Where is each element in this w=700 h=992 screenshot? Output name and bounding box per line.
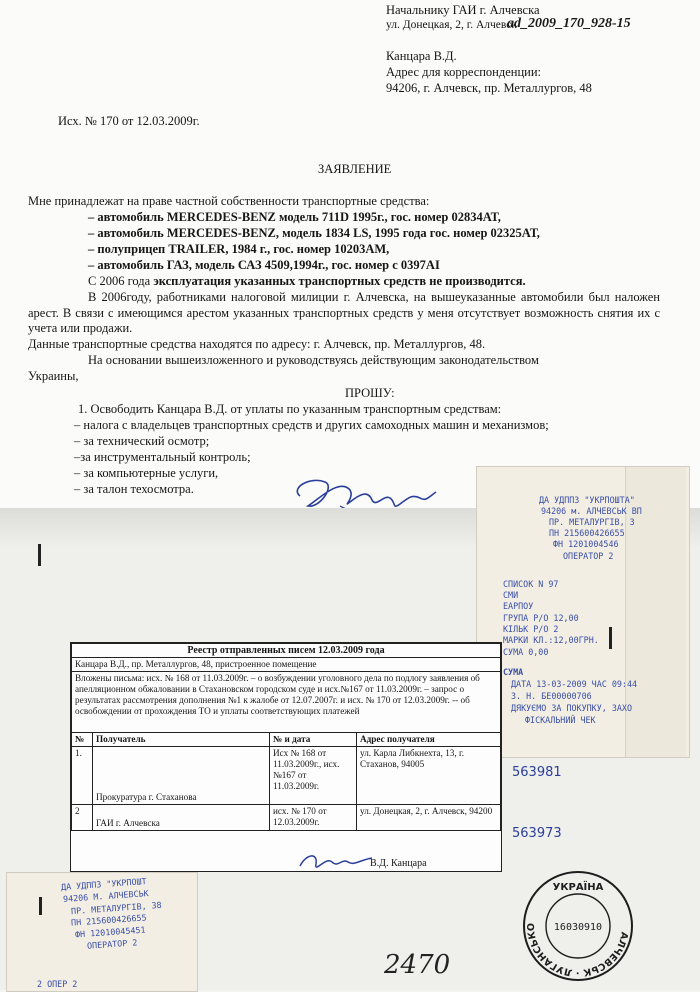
document-title: ЗАЯВЛЕНИЕ bbox=[318, 162, 392, 176]
receipt-line: ДАТА 13-03-2009 ЧАС 09:44 bbox=[511, 679, 638, 689]
receipt-line: 94206 М. АЛЧЕВСЬК bbox=[62, 888, 149, 904]
row-recipient: ГАИ г. Алчевска bbox=[93, 805, 270, 831]
request-heading: ПРОШУ: bbox=[345, 386, 395, 400]
request-subitem: –за инструментальный контроль; bbox=[74, 450, 251, 464]
receipt-line: ФIСКАЛЬНИЙ ЧЕК bbox=[525, 715, 596, 725]
receipt-line: СУМА 0,00 bbox=[503, 647, 549, 657]
basis-paragraph-line2: Украины, bbox=[28, 369, 79, 383]
receipt-staple bbox=[609, 627, 612, 649]
receipt-line: ДЯКУЄМО ЗА ПОКУПКУ, ЗАХО bbox=[511, 703, 633, 713]
receipt-line: МАРКИ КЛ.:12,00ГРН. bbox=[503, 635, 599, 645]
addressee-line2: ул. Донецкая, 2, г. Алчевск bbox=[386, 19, 517, 31]
receipt-footer: 2 ОПЕР 2 bbox=[37, 979, 78, 989]
receipt-line: ПН 215600426655 bbox=[70, 912, 147, 928]
row-reference: исх. № 170 от 12.03.2009г. bbox=[270, 805, 357, 831]
request-subitem: – за компьютерные услуги, bbox=[74, 466, 219, 480]
receipt-line: ОПЕРАТОР 2 bbox=[563, 551, 614, 561]
registry-of-sent-letters bbox=[70, 642, 502, 872]
vehicle-item: – автомобиль ГАЗ, модель САЗ 4509,1994г., гос. номер с 0397АI bbox=[88, 258, 440, 272]
basis-paragraph-line1: На основании вышеизложенного и руководствуясь действующим законодательством bbox=[88, 353, 539, 367]
receipt-line: ДА УДППЗ "УКРПОШТА" bbox=[539, 495, 635, 505]
row-address: ул. Карла Либкнехта, 13, г. Стаханов, 94005 bbox=[357, 747, 501, 805]
receipt-line: КIЛЬК Р/О 2 bbox=[503, 624, 559, 634]
stamp-date: 16030910 bbox=[553, 922, 603, 933]
receipt-line: СМИ bbox=[503, 590, 519, 600]
arrest-paragraph: В 2006году, работниками налоговой милиции г. Алчевска, на вышеуказанные автомобили был наложен арест. В связи с имеющимся арестом указанных транспортных средств у меня отсутствует возможность снятия их с учета или продажи. bbox=[28, 290, 660, 335]
no-operation-paragraph bbox=[88, 274, 526, 290]
stamp-ring-text: АЛЧЕВСЬК · ЛУГАНСЬКО bbox=[525, 922, 630, 979]
receipt-line: 94206 м. АЛЧЕВСЬК ВП bbox=[541, 506, 642, 516]
registry-signature-name: В.Д. Канцара bbox=[370, 858, 427, 869]
postal-receipt-top bbox=[476, 466, 690, 758]
receipt-line: З. Н. БЕ00000706 bbox=[511, 691, 592, 701]
receipt-staple bbox=[39, 897, 42, 915]
registry-signature bbox=[296, 846, 376, 876]
receipt-line: ФН 12010045451 bbox=[74, 924, 146, 940]
postmark-stamp bbox=[520, 868, 636, 984]
request-subitem: – налога с владельцев транспортных средств и других самоходных машин и механизмов; bbox=[74, 418, 549, 432]
row-recipient: Прокуратура г. Стаханова bbox=[93, 747, 270, 805]
vehicle-item: – полуприцеп TRAILER, 1984 г., гос. номер 10203АМ, bbox=[88, 242, 390, 256]
registry-sender: Канцара В.Д., пр. Металлургов, 48, пристроенное помещение bbox=[72, 658, 501, 672]
registry-table bbox=[71, 643, 501, 831]
stamp-top-text: УКРАЇНА bbox=[552, 882, 604, 893]
row-reference: Исх № 168 от 11.03.2009г., исх. №167 от 11.03.2009г. bbox=[270, 747, 357, 805]
postal-receipt-bottom bbox=[6, 872, 198, 992]
sender-name: Канцара В.Д. bbox=[386, 49, 457, 63]
column-header-number: № bbox=[72, 733, 93, 747]
handwritten-tracking-number: 563973 bbox=[512, 826, 562, 841]
vehicle-item: – автомобиль MERCEDES-BENZ модель 711D 1995г., гос. номер 02834АТ, bbox=[88, 210, 501, 224]
receipt-line: ФН 1201004546 bbox=[553, 539, 619, 549]
receipt-line: ПР. МЕТАЛУРГIВ, 38 bbox=[70, 899, 162, 917]
request-subitem: – за талон техосмотра. bbox=[74, 482, 194, 496]
addressee-line1: Начальнику ГАИ г. Алчевска bbox=[386, 3, 540, 17]
document-reference-number: ad_2009_170_928-15 bbox=[507, 16, 631, 31]
receipt-line: ГРУПА Р/О 12,00 bbox=[503, 613, 579, 623]
table-row bbox=[72, 747, 501, 805]
handwritten-number: 2470 bbox=[384, 950, 451, 980]
request-subitem: – за технический осмотр; bbox=[74, 434, 210, 448]
request-item-1: 1. Освободить Канцара В.Д. от уплаты по указанным транспортным средствам: bbox=[78, 402, 502, 416]
vehicle-item: – автомобиль MERCEDES-BENZ, модель 1834 LS, 1995 года гос. номер 02325АТ, bbox=[88, 226, 540, 240]
no-operation-prefix: С 2006 года bbox=[88, 274, 154, 288]
column-header-ref-date: № и дата bbox=[270, 733, 357, 747]
column-header-recipient: Получатель bbox=[93, 733, 270, 747]
handwritten-tracking-number: 563981 bbox=[512, 765, 562, 780]
receipt-line: ДА УДППЗ "УКРПОШТ bbox=[60, 876, 147, 892]
receipt-line: ПН 215600426655 bbox=[549, 528, 625, 538]
receipt-line: ОПЕРАТОР 2 bbox=[86, 937, 138, 951]
row-number: 1. bbox=[72, 747, 93, 805]
column-header-address: Адрес получателя bbox=[357, 733, 501, 747]
registry-enclosed: Вложены письма: исх. № 168 от 11.03.2009г. – о возбуждении уголовного дела по подлогу заявления об апелляционном обжаловании в Стахановском городском суде и исх.№167 от 11.03.2009г. – запрос о результатах рассмотрения дополнения №1 к жалобе от 12.07.2007г. и исх. № 170 от 12.03.2009г. -- об освобождении от прохождения ТО и уплаты соответствующих платежей bbox=[72, 672, 501, 733]
location-paragraph: Данные транспортные средства находятся по адресу: г. Алчевск, пр. Металлургов, 48. bbox=[28, 337, 486, 351]
receipt-line: СУМА bbox=[503, 667, 524, 677]
table-row bbox=[72, 805, 501, 831]
staple bbox=[38, 544, 41, 566]
row-address: ул. Донецкая, 2, г. Алчевск, 94200 bbox=[357, 805, 501, 831]
intro-text: Мне принадлежат на праве частной собственности транспортные средства: bbox=[28, 194, 430, 208]
no-operation-bold: эксплуатация указанных транспортных средств не производится. bbox=[153, 274, 526, 288]
sender-correspondence-label: Адрес для корреспонденции: bbox=[386, 65, 542, 79]
outgoing-reference: Исх. № 170 от 12.03.2009г. bbox=[58, 114, 200, 128]
receipt-line: ЕАРПОУ bbox=[503, 601, 534, 611]
sender-address: 94206, г. Алчевск, пр. Металлургов, 48 bbox=[386, 81, 592, 95]
receipt-line: СПИСОК N 97 bbox=[503, 579, 559, 589]
row-number: 2 bbox=[72, 805, 93, 831]
registry-title: Реестр отправленных писем 12.03.2009 года bbox=[72, 644, 501, 658]
receipt-line: ПР. МЕТАЛУРГIВ, 3 bbox=[549, 517, 635, 527]
